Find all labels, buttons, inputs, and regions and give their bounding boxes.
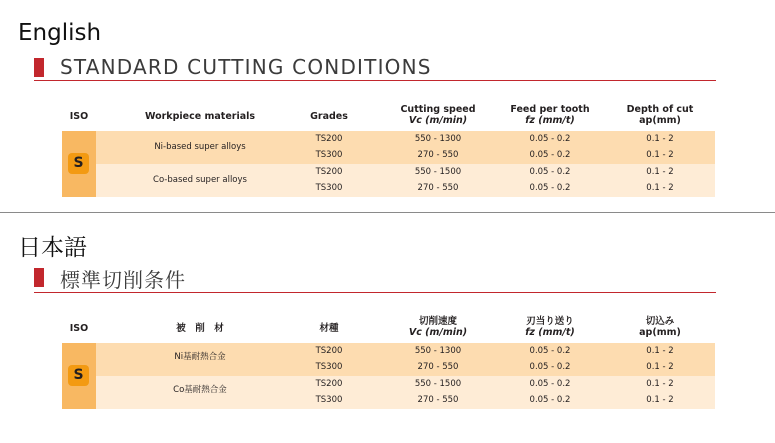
- header-workpiece: 被 削 材: [176, 323, 224, 334]
- depth-cell: 0.1 - 2: [646, 167, 674, 177]
- grade-cell: TS200: [315, 346, 343, 356]
- feed-cell: 0.05 - 0.2: [529, 379, 571, 389]
- grade-cell: TS300: [315, 395, 343, 405]
- grade-cell: TS300: [315, 150, 343, 160]
- feed-cell: 0.05 - 0.2: [529, 346, 571, 356]
- depth-cell: 0.1 - 2: [646, 346, 674, 356]
- iso-class-badge: S: [68, 365, 89, 386]
- speed-cell: 270 - 550: [417, 362, 459, 372]
- speed-cell: 270 - 550: [417, 395, 459, 405]
- grade-cell: TS200: [315, 134, 343, 144]
- section-title: STANDARD CUTTING CONDITIONS: [60, 55, 432, 79]
- depth-cell: 0.1 - 2: [646, 134, 674, 144]
- header-cutting-speed: Cutting speed Vc (m/min): [400, 104, 476, 126]
- header-iso: ISO: [69, 323, 89, 334]
- grade-cell: TS300: [315, 183, 343, 193]
- workpiece-material: Ni-based super alloys: [154, 142, 246, 152]
- header-depth-of-cut: 切込み ap(mm): [639, 316, 681, 338]
- iso-class-badge: S: [68, 153, 89, 174]
- speed-cell: 550 - 1300: [414, 134, 462, 144]
- header-grades: 材種: [319, 323, 339, 334]
- speed-cell: 270 - 550: [417, 150, 459, 160]
- english-section: [0, 0, 775, 212]
- workpiece-material: Ni基耐熱合金: [174, 352, 226, 362]
- feed-cell: 0.05 - 0.2: [529, 167, 571, 177]
- grade-cell: TS200: [315, 167, 343, 177]
- header-depth-of-cut: Depth of cut ap(mm): [626, 104, 694, 126]
- header-cutting-speed: 切削速度 Vc (m/min): [408, 316, 468, 338]
- feed-cell: 0.05 - 0.2: [529, 183, 571, 193]
- japanese-section: [0, 213, 775, 443]
- speed-cell: 270 - 550: [417, 183, 459, 193]
- workpiece-material: Co基耐熱合金: [173, 385, 227, 395]
- depth-cell: 0.1 - 2: [646, 150, 674, 160]
- depth-cell: 0.1 - 2: [646, 183, 674, 193]
- feed-cell: 0.05 - 0.2: [529, 150, 571, 160]
- header-feed-per-tooth: 刃当り送り fz (mm/t): [525, 316, 575, 338]
- depth-cell: 0.1 - 2: [646, 395, 674, 405]
- speed-cell: 550 - 1300: [414, 346, 462, 356]
- table-header: [62, 313, 715, 344]
- speed-cell: 550 - 1500: [414, 379, 462, 389]
- workpiece-material: Co-based super alloys: [153, 175, 247, 185]
- language-label: English: [18, 20, 102, 46]
- depth-cell: 0.1 - 2: [646, 362, 674, 372]
- header-iso: ISO: [69, 111, 89, 122]
- language-label: 日本語: [18, 235, 87, 261]
- cutting-conditions-table: [62, 101, 715, 197]
- table-header: [62, 101, 715, 132]
- feed-cell: 0.05 - 0.2: [529, 134, 571, 144]
- feed-cell: 0.05 - 0.2: [529, 362, 571, 372]
- title-rule: [34, 80, 716, 81]
- depth-cell: 0.1 - 2: [646, 379, 674, 389]
- header-feed-per-tooth: Feed per tooth fz (mm/t): [510, 104, 590, 126]
- grade-cell: TS200: [315, 379, 343, 389]
- grade-cell: TS300: [315, 362, 343, 372]
- header-grades: Grades: [310, 111, 348, 122]
- speed-cell: 550 - 1500: [414, 167, 462, 177]
- iso-column: [62, 343, 96, 409]
- feed-cell: 0.05 - 0.2: [529, 395, 571, 405]
- header-workpiece: Workpiece materials: [144, 111, 256, 122]
- cutting-conditions-table: [62, 313, 715, 409]
- section-title: 標準切削条件: [60, 268, 186, 292]
- iso-column: [62, 131, 96, 197]
- title-rule: [34, 292, 716, 293]
- title-accent-bar: [34, 58, 44, 77]
- title-accent-bar: [34, 268, 44, 287]
